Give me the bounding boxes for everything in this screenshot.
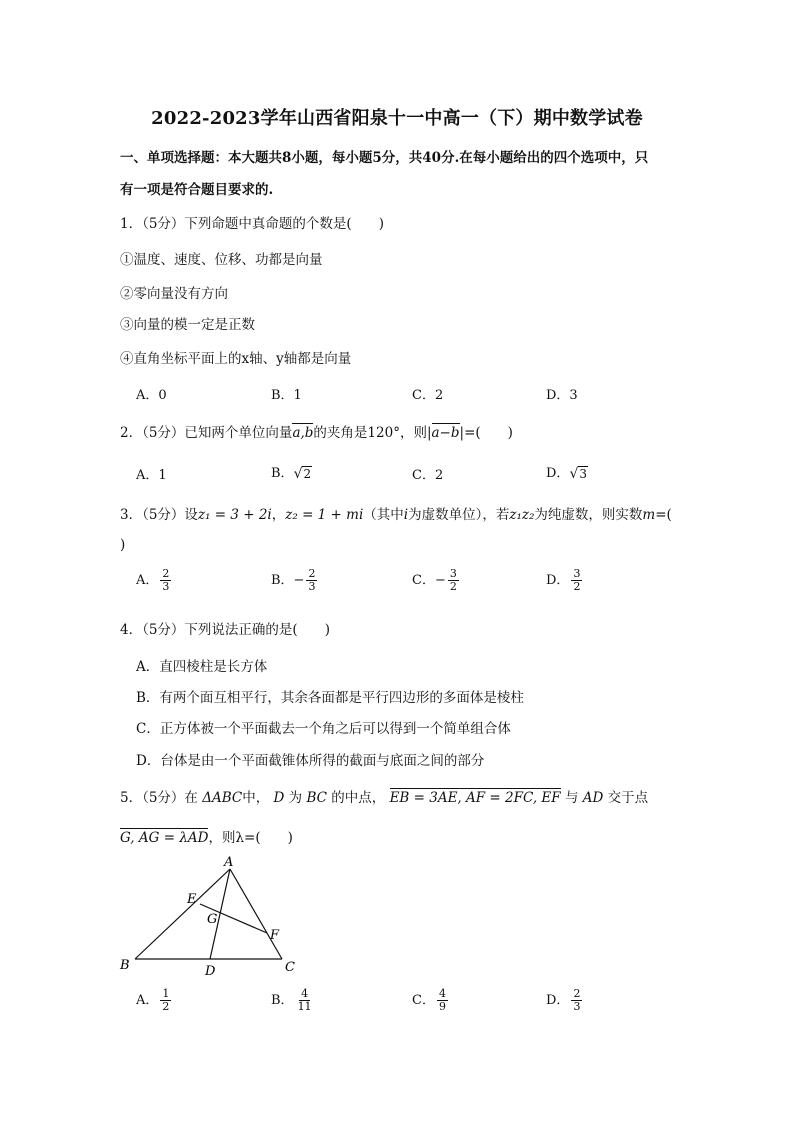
label-e: E: [187, 892, 197, 907]
numerator: 2: [573, 987, 581, 1000]
numerator: 2: [162, 567, 170, 580]
fraction: [160, 988, 171, 1013]
denominator: 3: [162, 580, 170, 593]
label-a: A: [224, 855, 234, 870]
fraction: [296, 988, 314, 1013]
numerator: 3: [573, 567, 581, 580]
fraction: [571, 568, 582, 593]
question-2-option-b: [271, 462, 312, 482]
question-1-statement-3: ③向量的模一定是正数: [120, 317, 255, 333]
question-2-mid: 的夹角是120°，则|: [313, 425, 432, 441]
question-4-option-d: D．台体是由一个平面截锥体所得的截面与底面之间的部分: [136, 753, 485, 769]
question-5-option-c: [412, 988, 450, 1013]
q5-ag-relation: G, AG = λAD: [120, 830, 209, 846]
section-heading-line2: 有一项是符合题目要求的.: [120, 182, 274, 198]
question-5-option-a: [136, 988, 173, 1013]
question-4-option-c: C．正方体被一个平面截去一个角之后可以得到一个简单组合体: [136, 721, 511, 737]
question-5-stem-line2: [120, 826, 293, 846]
denominator: 2: [449, 580, 457, 593]
question-1-option-a: A．0: [136, 388, 167, 403]
page-title: 2022-2023学年山西省阳泉十一中高一（下）期中数学试卷: [151, 108, 643, 129]
option-label: A．: [136, 993, 159, 1008]
denominator: 3: [573, 1000, 581, 1013]
question-2-vectors: a,b: [292, 425, 314, 441]
segment-ac: [230, 869, 282, 959]
q3-z2: z₂ = 1 + mi: [285, 507, 364, 523]
question-4-option-b: B．有两个面互相平行，其余各面都是平行四边形的多面体是棱柱: [136, 690, 524, 706]
section-heading-line1: 一、单项选择题：本大题共8小题，每小题5分，共40分.在每小题给出的四个选项中，只: [120, 150, 649, 166]
question-1-statement-4: ④直角坐标平面上的x轴、y轴都是向量: [120, 351, 352, 367]
q5-text: 与: [564, 790, 579, 806]
numerator: 4: [438, 987, 446, 1000]
question-2-pre: 2．（5分）已知两个单位向量: [120, 425, 293, 441]
numerator: 4: [301, 987, 309, 1000]
q5-text: 为: [288, 790, 303, 806]
label-b: B: [120, 958, 130, 973]
q3-i: i: [403, 507, 409, 523]
denominator: 2: [573, 580, 581, 593]
question-2-option-a: A．1: [136, 468, 167, 483]
question-2-option-d: [546, 462, 588, 482]
radicand: 3: [579, 466, 587, 481]
q5-text: 交于点: [607, 790, 649, 806]
q3-text: ，: [271, 507, 286, 523]
question-2-option-c: C．2: [412, 468, 444, 483]
denominator: 9: [438, 1000, 446, 1013]
label-g: G: [207, 912, 218, 927]
q3-m: m: [642, 507, 656, 523]
q5-text: 的中点，: [331, 790, 386, 806]
label-c: C: [285, 960, 295, 975]
denominator: 3: [308, 580, 316, 593]
fraction: [306, 568, 317, 593]
numerator: 2: [308, 567, 316, 580]
question-2-post: |=( ): [459, 425, 513, 441]
question-3-option-d: [546, 568, 584, 593]
q3-text: 3．（5分）设: [120, 507, 198, 523]
question-1-statement-1: ①温度、速度、位移、功都是向量: [120, 252, 323, 268]
question-1-stem: 1．（5分）下列命题中真命题的个数是( ): [120, 216, 384, 232]
q5-point-d: D: [273, 790, 285, 806]
q5-triangle: ΔABC: [202, 790, 243, 806]
question-3-option-a: [136, 568, 173, 593]
option-label: D．: [546, 573, 570, 588]
fraction: [571, 988, 582, 1013]
q3-z1: z₁ = 3 + 2i: [197, 507, 272, 523]
q5-text: 中，: [242, 790, 270, 806]
q5-segment-bc: BC: [306, 790, 327, 806]
fraction: [437, 988, 448, 1013]
denominator: 2: [162, 1000, 170, 1013]
q5-text: ，则λ=( ): [208, 830, 293, 846]
question-5-option-b: [271, 988, 316, 1013]
q5-text: 5．（5分）在: [120, 790, 198, 806]
question-1-option-b: B．1: [271, 388, 302, 403]
option-label: B．−: [271, 573, 305, 588]
denominator: 11: [297, 1000, 312, 1013]
question-1-option-c: C．2: [412, 388, 444, 403]
question-3-option-c: [412, 568, 461, 593]
question-4-stem: 4．（5分）下列说法正确的是( ): [120, 622, 330, 638]
question-1-statement-2: ②零向量没有方向: [120, 286, 228, 302]
question-2-option-d-label: D．: [546, 466, 570, 481]
option-label: C．: [412, 993, 435, 1008]
option-label: B．: [271, 993, 294, 1008]
option-label: D．: [546, 993, 570, 1008]
q3-text: 为纯虚数，则实数: [534, 507, 643, 523]
question-1-option-d: D．3: [546, 388, 578, 403]
q3-text: （其中: [363, 507, 404, 523]
q3-z1z2: z₁z₂: [509, 507, 535, 523]
fraction: [160, 568, 171, 593]
sqrt-2: √2: [293, 465, 312, 482]
question-2-expression: a−b: [431, 425, 460, 441]
question-2-stem: [120, 421, 513, 441]
question-4-option-a: A．直四棱柱是长方体: [136, 659, 268, 675]
q3-text: =(: [655, 507, 672, 523]
question-5-stem-line1: [120, 786, 648, 806]
label-d: D: [205, 964, 216, 979]
triangle-figure: [110, 855, 310, 985]
label-f: F: [270, 928, 280, 943]
option-label: C．−: [412, 573, 446, 588]
numerator: 1: [162, 987, 170, 1000]
radicand: 2: [303, 466, 312, 481]
question-3-wrap: ): [120, 537, 126, 553]
question-3-stem: [120, 503, 672, 523]
question-3-option-b: [271, 568, 319, 593]
q5-vector-relations: EB = 3AE, AF = 2FC, EF: [389, 790, 561, 806]
option-label: A．: [136, 573, 159, 588]
q5-segment-ad: AD: [582, 790, 604, 806]
sqrt-3: √3: [569, 465, 587, 482]
fraction: [448, 568, 459, 593]
numerator: 3: [449, 567, 457, 580]
question-5-option-d: [546, 988, 584, 1013]
question-2-option-b-label: B．: [271, 466, 294, 481]
q3-text: 为虚数单位），若: [408, 507, 510, 523]
